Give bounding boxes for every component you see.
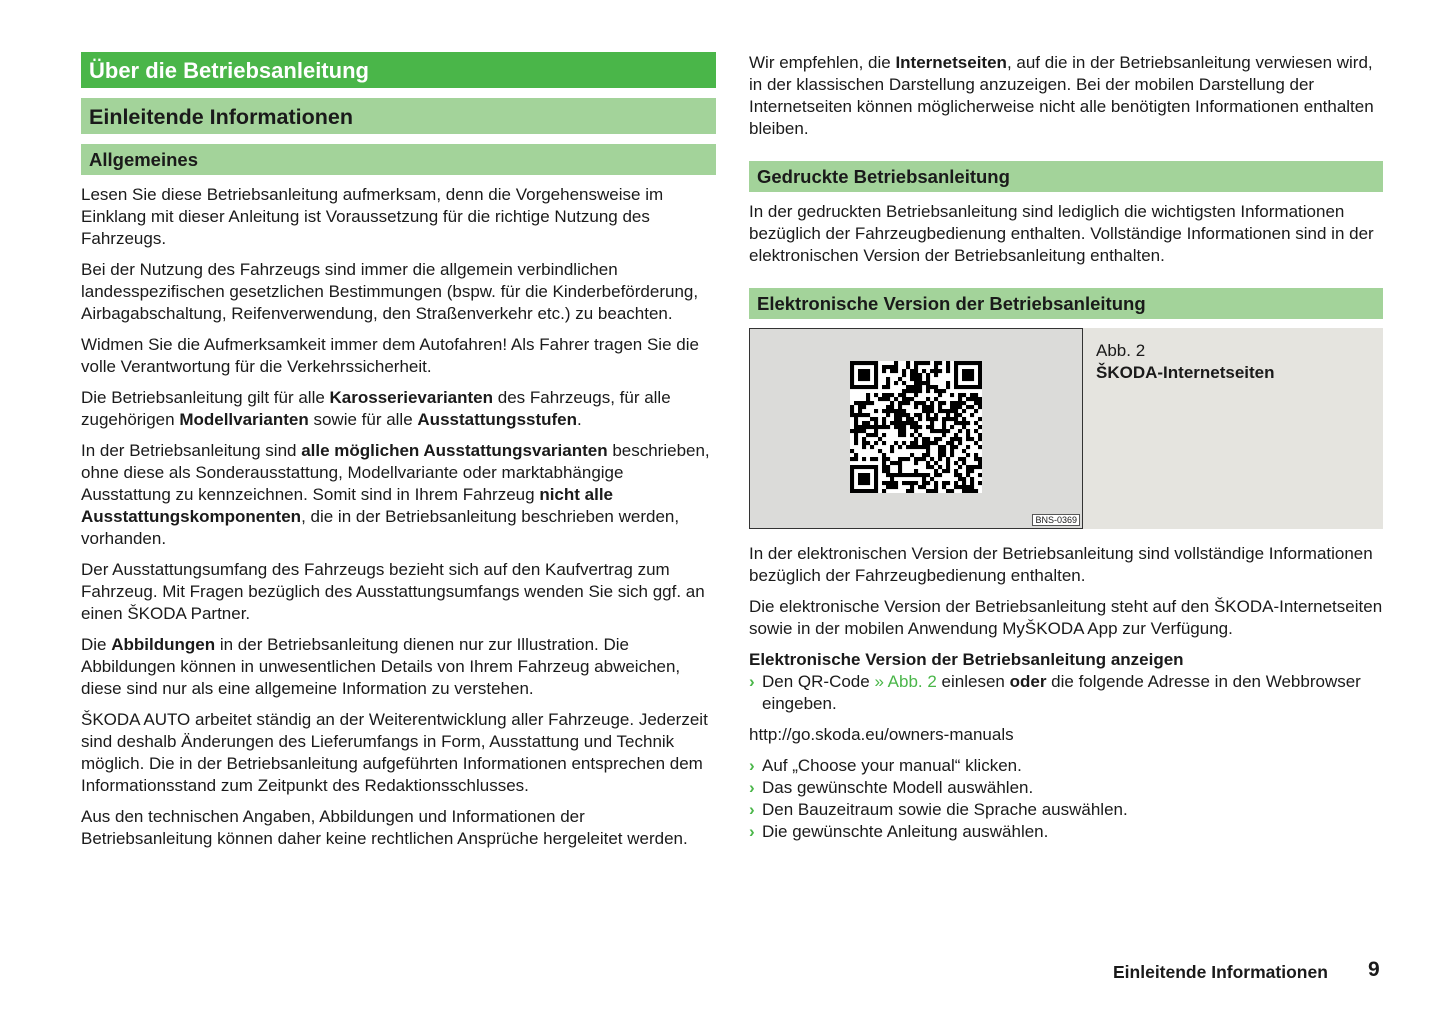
- steps-list-1: [749, 671, 1383, 715]
- paragraph-2: Bei der Nutzung des Fahrzeugs sind immer die allgemein verbindlichen landesspezifischen gesetzlichen Bestimmungen (bspw. für die Kinderbeförderung, Airbagabschaltung, Reifenverwendung, den Straßenverkehr etc.) zu beachten.: [81, 260, 699, 323]
- right-column: [749, 52, 1383, 852]
- figure-title: ŠKODA-Internetseiten: [1096, 363, 1275, 382]
- list-item: › Den QR-Code » Abb. 2 einlesen oder die folgende Adresse in den Webbrowser eingeben.: [749, 672, 1361, 713]
- section-heading: Einleitende Informationen: [81, 98, 716, 134]
- figure-caption: [1083, 328, 1275, 529]
- arrow-right-icon: ›: [749, 778, 755, 797]
- paragraph-internet: Wir empfehlen, die Internetseiten, auf die in der Betriebsanleitung verwiesen wird, in der klassischen Darstellung anzuzeigen. Bei der mobilen Darstellung der Internetseiten können möglicherweise nicht alle benötigten Informationen enthalten bleiben.: [749, 53, 1374, 138]
- paragraph-electronic-2: Die elektronische Version der Betriebsanleitung steht auf den ŠKODA-Internetseiten sowie in der mobilen Anwendung MyŠKODA App zur Verfügung.: [749, 597, 1383, 638]
- paragraph-1: Lesen Sie diese Betriebsanleitung aufmerksam, denn die Vorgehensweise im Einklang mit dieser Anleitung ist Voraussetzung für die richtige Nutzung des Fahrzeugs.: [81, 185, 664, 248]
- figure: [749, 328, 1383, 529]
- list-item: › Auf „Choose your manual“ klicken.: [749, 756, 1022, 775]
- paragraph-5: In der Betriebsanleitung sind alle möglichen Ausstattungsvarianten beschrieben, ohne diese als Sonderausstattung, Modellvariante oder marktabhängige Ausstattung zu kennzeichnen. Somit sind in Ihrem Fahrzeug nicht alle Ausstattungskomponenten, die in der Betriebsanleitung beschrieben werden, vorhanden.: [81, 441, 710, 548]
- figure-code: BNS-0369: [1032, 514, 1080, 526]
- list-item: › Das gewünschte Modell auswählen.: [749, 778, 1034, 797]
- arrow-right-icon: ›: [749, 800, 755, 819]
- figure-label: Abb. 2: [1096, 341, 1146, 360]
- subsection-heading-electronic: Elektronische Version der Betriebsanleitung: [749, 288, 1383, 319]
- steps-list-2: [749, 755, 1383, 843]
- list-item: › Den Bauzeitraum sowie die Sprache auswählen.: [749, 800, 1128, 819]
- list-item: › Die gewünschte Anleitung auswählen.: [749, 822, 1049, 841]
- arrow-right-icon: ›: [749, 756, 755, 775]
- figure-reference-link[interactable]: » Abb. 2: [874, 672, 937, 691]
- paragraph-7: Die Abbildungen in der Betriebsanleitung dienen nur zur Illustration. Die Abbildungen können in unwesentlichen Details von Ihrem Fahrzeug abweichen, diese sind nur als eine allgemeine Information zu verstehen.: [81, 635, 681, 698]
- figure-image: [749, 328, 1083, 529]
- left-column: [81, 52, 716, 859]
- chapter-heading: Über die Betriebsanleitung: [81, 52, 716, 88]
- paragraph-6: Der Ausstattungsumfang des Fahrzeugs bezieht sich auf den Kaufvertrag zum Fahrzeug. Mit Fragen bezüglich des Ausstattungsumfangs wenden Sie sich ggf. an einen ŠKODA Partner.: [81, 560, 705, 623]
- footer-section-title: Einleitende Informationen: [1113, 962, 1328, 982]
- paragraph-3: Widmen Sie die Aufmerksamkeit immer dem Autofahren! Als Fahrer tragen Sie die volle Verantwortung für die Verkehrssicherheit.: [81, 335, 699, 376]
- paragraph-electronic-1: In der elektronischen Version der Betriebsanleitung sind vollständige Informationen bezüglich der Fahrzeugbedienung enthalten.: [749, 544, 1373, 585]
- subsection-heading-printed: Gedruckte Betriebsanleitung: [749, 161, 1383, 192]
- arrow-right-icon: ›: [749, 822, 755, 841]
- paragraph-printed: In der gedruckten Betriebsanleitung sind lediglich die wichtigsten Informationen bezüglich der Fahrzeugbedienung enthalten. Vollständige Informationen sind in der elektronischen Version der Betriebsanleitung enthalten.: [749, 202, 1374, 265]
- page-number: 9: [1368, 958, 1380, 981]
- steps-heading: Elektronische Version der Betriebsanleitung anzeigen: [749, 650, 1184, 669]
- paragraph-4: Die Betriebsanleitung gilt für alle Karosserievarianten des Fahrzeugs, für alle zugehörigen Modellvarianten sowie für alle Ausstattungsstufen.: [81, 388, 671, 429]
- arrow-right-icon: ›: [749, 672, 755, 691]
- paragraph-8: ŠKODA AUTO arbeitet ständig an der Weiterentwicklung aller Fahrzeuge. Jederzeit sind deshalb Änderungen des Lieferumfangs in Form, Ausstattung und Technik möglich. Die in der Betriebsanleitung aufgeführten Informationen entsprechen dem Informationsstand zum Zeitpunkt des Redaktionsschlusses.: [81, 710, 708, 795]
- qr-code-icon: [850, 361, 982, 493]
- paragraph-9: Aus den technischen Angaben, Abbildungen und Informationen der Betriebsanleitung können daher keine rechtlichen Ansprüche hergeleitet werden.: [81, 807, 688, 848]
- subsection-heading-allgemeines: Allgemeines: [81, 144, 716, 175]
- url-text: http://go.skoda.eu/owners-manuals: [749, 725, 1014, 744]
